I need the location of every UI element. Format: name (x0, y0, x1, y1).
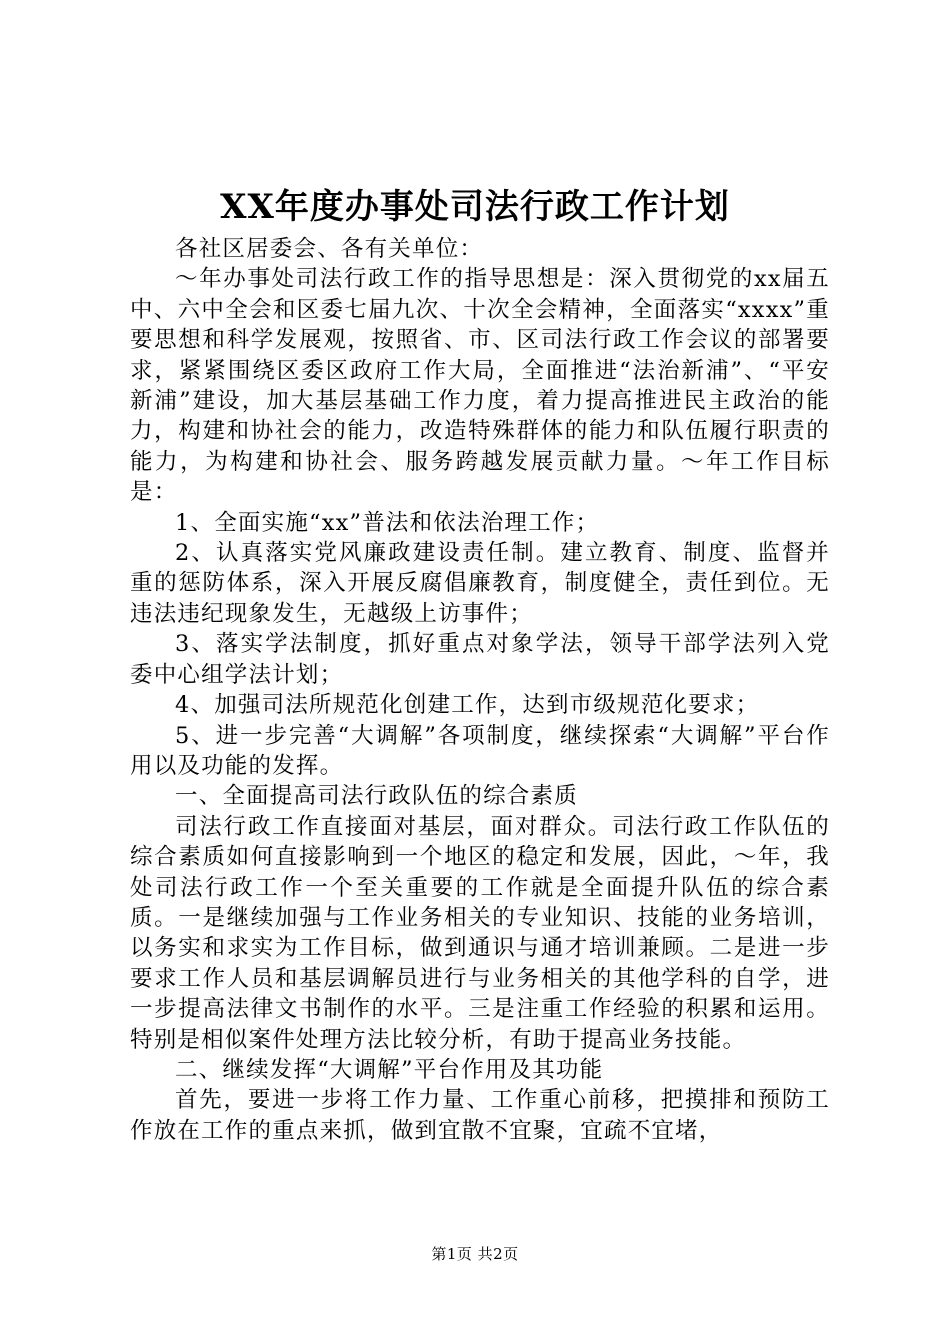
paragraph: ～年办事处司法行政工作的指导思想是：深入贯彻党的xx届五中、六中全会和区委七届九次、十次全会精神，全面落实“xxxx”重要思想和科学发展观，按照省、市、区司法行政工作会议的部署要求，紧紧围绕区委区政府工作大局，全面推进“法治新浦”、“平安新浦”建设，加大基层基础工作力度，着力提高推进民主政治的能力，构建和协社会的能力，改造特殊群体的能力和队伍履行职责的能力，为构建和协社会、服务跨越发展贡献力量。～年工作目标是： (130, 266, 830, 506)
paragraph: 5、进一步完善“大调解”各项制度，继续探索“大调解”平台作用以及功能的发挥。 (130, 722, 830, 779)
paragraph: 4、加强司法所规范化创建工作，达到市级规范化要求； (175, 692, 760, 719)
paragraph: 司法行政工作直接面对基层，面对群众。司法行政工作队伍的综合素质如何直接影响到一个地区的稳定和发展，因此，～年，我处司法行政工作一个至关重要的工作就是全面提升队伍的综合素质。一是继续加强与工作业务相关的专业知识、技能的业务培训，以务实和求实为工作目标，做到通识与通才培训兼顾。二是进一步要求工作人员和基层调解员进行与业务相关的其他学科的自学，进一步提高法律文书制作的水平。三是注重工作经验的积累和运用。特别是相似案件处理方法比较分析，有助于提高业务技能。 (130, 813, 830, 1053)
section-heading: 二、继续发挥“大调解”平台作用及其功能 (175, 1056, 604, 1083)
paragraph: 1、全面实施“xx”普法和依法治理工作； (175, 509, 600, 536)
document-body (130, 234, 830, 1146)
document-title: XX年度办事处司法行政工作计划 (220, 187, 730, 227)
page-footer: 第1页 共2页 (431, 1245, 519, 1263)
paragraph: 3、落实学法制度，抓好重点对象学法，领导干部学法列入党委中心组学法计划； (130, 631, 830, 688)
paragraph: 各社区居委会、各有关单位： (175, 236, 484, 262)
section-heading: 一、全面提高司法行政队伍的综合素质 (175, 783, 578, 810)
paragraph: 首先，要进一步将工作力量、工作重心前移，把摸排和预防工作放在工作的重点来抓，做到宜散不宜聚，宜疏不宜堵， (130, 1087, 830, 1144)
paragraph: 2、认真落实党风廉政建设责任制。建立教育、制度、监督并重的惩防体系，深入开展反腐倡廉教育，制度健全，责任到位。无违法违纪现象发生，无越级上访事件； (130, 540, 830, 627)
